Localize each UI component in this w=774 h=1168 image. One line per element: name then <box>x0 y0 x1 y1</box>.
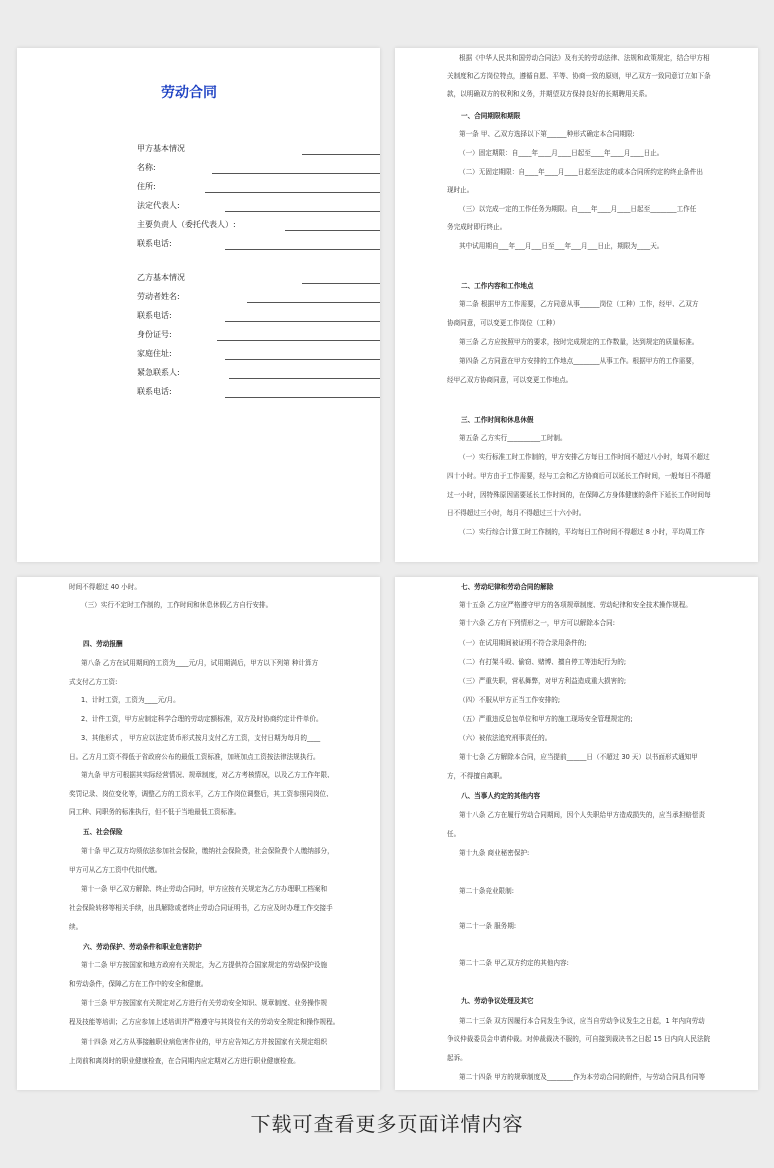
text-line: 第三条 乙方应按照甲方的要求，按时完成规定的工作数量，达到规定的质量标准。 <box>459 338 699 346</box>
form-field-label: 劳动者姓名: <box>137 292 180 301</box>
form-field-label: 联系电话: <box>137 311 172 320</box>
text-line: 务完成时即行终止。 <box>447 223 507 231</box>
blank-underline <box>217 340 380 341</box>
text-line: 第一条 甲、乙双方选择以下第______种形式确定本合同期限: <box>459 130 635 138</box>
section-heading: 八、当事人约定的其他内容 <box>461 792 541 800</box>
text-line: 第九条 甲方可根据其实际经营情况、规章制度，对乙方考核情况，以及乙方工作年限、 <box>81 771 334 779</box>
blank-underline <box>302 283 380 284</box>
blank-underline <box>225 397 380 398</box>
download-more-caption: 下载可查看更多页面详情内容 <box>250 1112 524 1136</box>
form-field-label: 名称: <box>137 163 156 172</box>
text-line: 奖罚记录、岗位变化等，调整乙方的工资水平，乙方工作岗位调整后，其工资参照同岗位、 <box>69 790 333 798</box>
text-line: 续。 <box>69 923 83 931</box>
text-line: （一）在试用期间被证明不符合录用条件的; <box>459 639 587 647</box>
text-line: 关制度和乙方岗位特点，遵循自愿、平等、协商一致的原则，甲乙双方一致同意订立如下条 <box>447 72 711 80</box>
blank-underline <box>229 378 380 379</box>
page-3 <box>17 577 380 1090</box>
blank-underline <box>225 249 380 250</box>
text-line: 和劳动条件，保障乙方在工作中的安全和健康。 <box>69 980 208 988</box>
text-line: 日不得超过三小时，每月不得超过三十六小时。 <box>447 509 586 517</box>
section-heading: 三、工作时间和休息休假 <box>461 416 534 424</box>
section-heading: 五、社会保险 <box>83 828 123 836</box>
text-line: 过一小时，因特殊原因需要延长工作时间的，在保障乙方身体健康的条件下延长工作时间每 <box>447 491 711 499</box>
text-line: 第二十二条 甲乙双方约定的其他内容: <box>459 959 569 967</box>
text-line: 经甲乙双方协商同意，可以变更工作地点。 <box>447 376 573 384</box>
form-field-label: 联系电话: <box>137 239 172 248</box>
text-line: 日。乙方月工资不得低于省政府公布的最低工资标准，加班加点工资按法律法规执行。 <box>69 753 320 761</box>
blank-underline <box>212 173 380 174</box>
section-heading: 六、劳动保护、劳动条件和职业危害防护 <box>83 943 202 951</box>
text-line: （三）严重失职，营私舞弊，对甲方利益造成重大损害的; <box>459 677 627 685</box>
page-1-cover <box>17 48 380 562</box>
text-line: （六）被依法追究刑事责任的。 <box>459 734 552 742</box>
form-field-label: 甲方基本情况 <box>137 144 185 153</box>
text-line: 3、其他形式 ， 甲方应以法定货币形式按月支付乙方工资，支付日期为每月的____ <box>81 734 321 742</box>
text-line: 第八条 乙方在试用期间的工资为____元/月，试用期满后，甲方以下列第 种计算方 <box>81 659 319 667</box>
text-line: 第二条 根据甲方工作需要，乙方同意从事______岗位（工种）工作，经甲、乙双方 <box>459 300 699 308</box>
blank-underline <box>205 192 380 193</box>
text-line: 款，以明确双方的权利和义务，并期望双方保持良好的长期聘用关系。 <box>447 90 652 98</box>
blank-underline <box>225 321 380 322</box>
text-line: 第二十一条 服务期: <box>459 922 517 930</box>
text-line: 起诉。 <box>447 1054 467 1062</box>
blank-underline <box>285 230 380 231</box>
text-line: 协商同意，可以变更工作岗位（工种） <box>447 319 560 327</box>
text-line: 甲方可从乙方工资中代扣代缴。 <box>69 866 162 874</box>
text-line: （一）固定期限：自____年____月____日起至____年____月____日止。 <box>459 149 664 157</box>
contract-title: 劳动合同 <box>161 85 217 101</box>
text-line: （二）无固定期限：自____年____月____日起至法定的或本合同所约定的终止条件出 <box>459 168 703 176</box>
text-line: 第二十三条 双方因履行本合同发生争议，应当自劳动争议发生之日起，1 年内向劳动 <box>459 1017 705 1025</box>
text-line: 第十六条 乙方有下列情形之一，甲方可以解除本合同: <box>459 619 615 627</box>
text-line: （四）不服从甲方正当工作安排的; <box>459 696 561 704</box>
text-line: 时间不得超过 40 小时。 <box>69 583 141 591</box>
text-line: 现时止。 <box>447 186 474 194</box>
blank-underline <box>302 154 380 155</box>
text-line: 第五条 乙方实行__________工时制。 <box>459 434 567 442</box>
page-4 <box>395 577 758 1090</box>
form-field-label: 主要负责人（委托代表人）: <box>137 220 236 229</box>
form-field-label: 法定代表人: <box>137 201 180 210</box>
text-line: 2、计件工资，甲方应制定科学合理的劳动定额标准，双方及时协商约定计件单价。 <box>81 715 323 723</box>
text-line: 根据《中华人民共和国劳动合同法》及有关的劳动法律、法规和政策规定，结合甲方相 <box>459 54 710 62</box>
text-line: 争议仲裁委员会申请仲裁。对仲裁裁决不服的，可自接到裁决书之日起 15 日内向人民法院 <box>447 1035 711 1043</box>
text-line: （三）实行不定时工作制的，工作时间和休息休假乙方自行安排。 <box>81 601 273 609</box>
section-heading: 九、劳动争议处理及其它 <box>461 997 534 1005</box>
blank-underline <box>225 359 380 360</box>
blank-underline <box>225 211 380 212</box>
text-line: 第十三条 甲方按国家有关规定对乙方进行有关劳动安全知识、规章制度、业务操作规 <box>81 999 328 1007</box>
text-line: 第十条 甲乙双方均须依法参加社会保险，缴纳社会保险费，社会保险费个人缴纳部分， <box>81 847 334 855</box>
text-line: 社会保险转移等相关手续，出具解除或者终止劳动合同证明书，乙方应及时办理工作交接手 <box>69 904 333 912</box>
page-2 <box>395 48 758 562</box>
text-line: 第十九条 商业秘密保护: <box>459 849 530 857</box>
text-line: 第二十四条 甲方的规章制度及________作为本劳动合同的附件，与劳动合同具有同等 <box>459 1073 706 1081</box>
section-heading: 二、工作内容和工作地点 <box>461 282 534 290</box>
form-field-label: 住所: <box>137 182 156 191</box>
text-line: 第十一条 甲乙双方解除、终止劳动合同时，甲方应按有关规定为乙方办理职工档案和 <box>81 885 328 893</box>
text-line: 第十二条 甲方按国家和地方政府有关规定，为乙方提供符合国家规定的劳动保护设施 <box>81 961 328 969</box>
section-heading: 七、劳动纪律和劳动合同的解除 <box>461 583 554 591</box>
text-line: 第十四条 对乙方从事接触职业病危害作业的，甲方应告知乙方并按国家有关规定组织 <box>81 1038 328 1046</box>
text-line: 式支付乙方工资: <box>69 678 118 686</box>
text-line: 1、计时工资，工资为____元/月。 <box>81 696 180 704</box>
text-line: 方，不得擅自离职。 <box>447 772 507 780</box>
text-line: 任。 <box>447 830 461 838</box>
section-heading: 一、合同期限和期限 <box>461 112 521 120</box>
text-line: 第十七条 乙方解除本合同，应当提前______日（不超过 30 天）以书面形式通知甲 <box>459 753 698 761</box>
text-line: （三）以完成一定的工作任务为期限。自____年____月____日起至________工作任 <box>459 205 697 213</box>
text-line: 第十五条 乙方应严格遵守甲方的各项规章制度、劳动纪律和安全技术操作规程。 <box>459 601 692 609</box>
text-line: 程及技能等培训；乙方应参加上述培训并严格遵守与其岗位有关的劳动安全规定和操作规程。 <box>69 1018 340 1026</box>
text-line: 上岗前和离岗时的职业健康检查，在合同期内应定期对乙方进行职业健康检查。 <box>69 1057 300 1065</box>
text-line: 第二十条竞业限制: <box>459 887 514 895</box>
blank-underline <box>247 302 380 303</box>
text-line: 同工种、同职务的标准执行，但不低于当地最低工资标准。 <box>69 808 241 816</box>
text-line: 第四条 乙方同意在甲方安排的工作地点________从事工作。根据甲方的工作需要， <box>459 357 699 365</box>
text-line: （一）实行标准工时工作制的，甲方安排乙方每日工作时间不超过八小时，每周不超过 <box>459 453 710 461</box>
form-field-label: 紧急联系人: <box>137 368 180 377</box>
text-line: （二）实行综合计算工时工作制的，平均每日工作时间不得超过 8 小时，平均周工作 <box>459 528 705 536</box>
form-field-label: 联系电话: <box>137 387 172 396</box>
section-heading: 四、劳动报酬 <box>83 640 123 648</box>
text-line: （五）严重违反总包单位和甲方的施工现场安全管理规定的; <box>459 715 633 723</box>
text-line: 第十八条 乙方在履行劳动合同期间，因个人失职给甲方造成损失的，应当承担赔偿责 <box>459 811 706 819</box>
form-field-label: 家庭住址: <box>137 349 172 358</box>
form-field-label: 乙方基本情况 <box>137 273 185 282</box>
text-line: （二）有打架斗殴、偷窃、赌博、擅自停工等违纪行为的; <box>459 658 627 666</box>
text-line: 四十小时。甲方由于工作需要，经与工会和乙方协商后可以延长工作时间，一般每日不得超 <box>447 472 711 480</box>
form-field-label: 身份证号: <box>137 330 172 339</box>
text-line: 其中试用期自___年___月___日至___年___月___日止，期限为____天。 <box>459 242 664 250</box>
